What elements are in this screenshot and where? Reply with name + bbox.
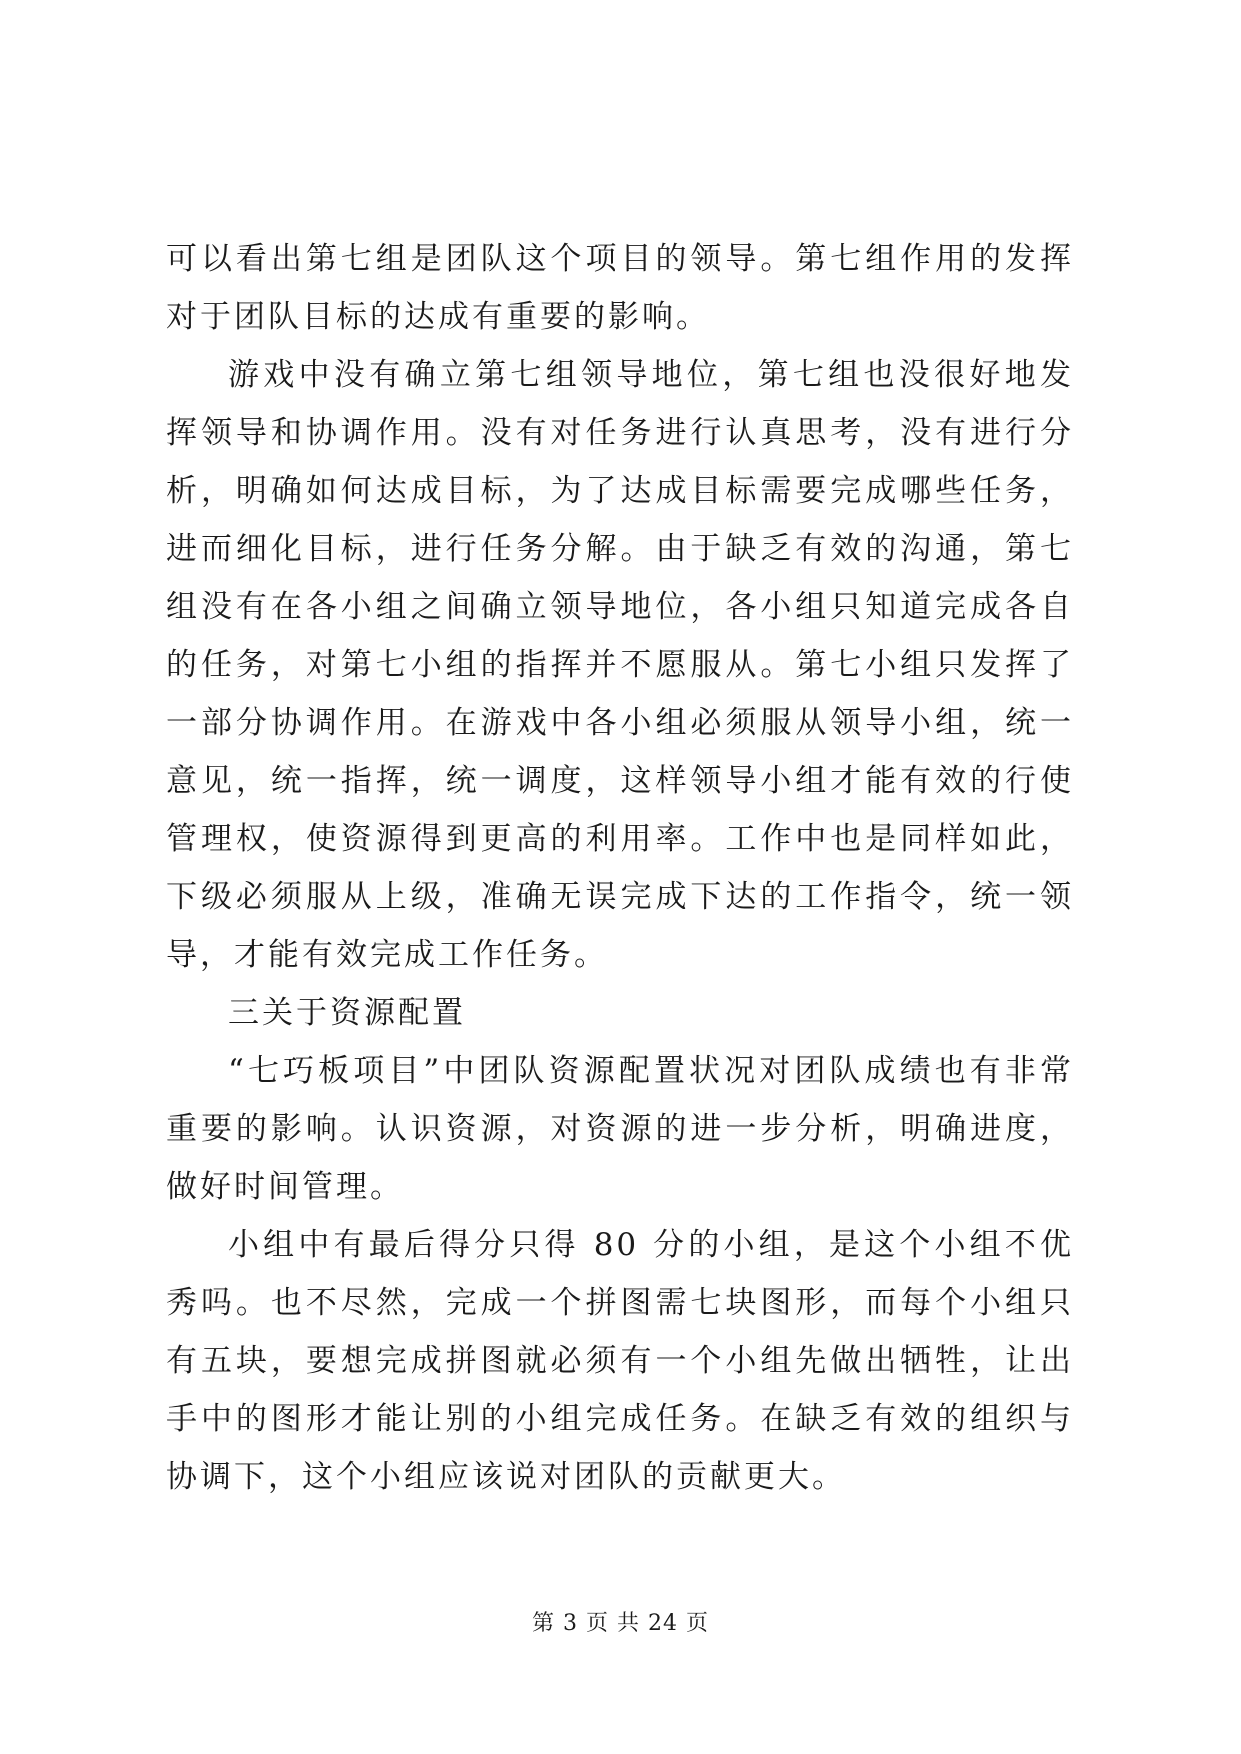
paragraph-4: 小组中有最后得分只得 80 分的小组，是这个小组不优秀吗。也不尽然，完成一个拼图需七块图形，而每个小组只有五块，要想完成拼图就必须有一个小组先做出牺牲，让出手中的图形才能让别的小组完成任务。在缺乏有效的组织与协调下，这个小组应该说对团队的贡献更大。 [166, 1227, 1074, 1495]
section-heading: 三关于资源配置 [228, 995, 466, 1031]
page-number-footer: 第 3 页 共 24 页 [532, 1611, 709, 1636]
paragraph-2: 游戏中没有确立第七组领导地位，第七组也没很好地发挥领导和协调作用。没有对任务进行认真思考，没有进行分析，明确如何达成目标，为了达成目标需要完成哪些任务，进而细化目标，进行任务分解。由于缺乏有效的沟通，第七组没有在各小组之间确立领导地位，各小组只知道完成各自的任务，对第七小组的指挥并不愿服从。第七小组只发挥了一部分协调作用。在游戏中各小组必须服从领导小组，统一意见，统一指挥，统一调度，这样领导小组才能有效的行使管理权，使资源得到更高的利用率。工作中也是同样如此，下级必须服从上级，准确无误完成下达的工作指令，统一领导，才能有效完成工作任务。 [166, 357, 1074, 973]
document-body [166, 230, 1074, 1506]
paragraph-1: 可以看出第七组是团队这个项目的领导。第七组作用的发挥对于团队目标的达成有重要的影响。 [166, 241, 1074, 335]
paragraph-3: “七巧板项目”中团队资源配置状况对团队成绩也有非常重要的影响。认识资源，对资源的进一步分析，明确进度，做好时间管理。 [166, 1053, 1074, 1205]
